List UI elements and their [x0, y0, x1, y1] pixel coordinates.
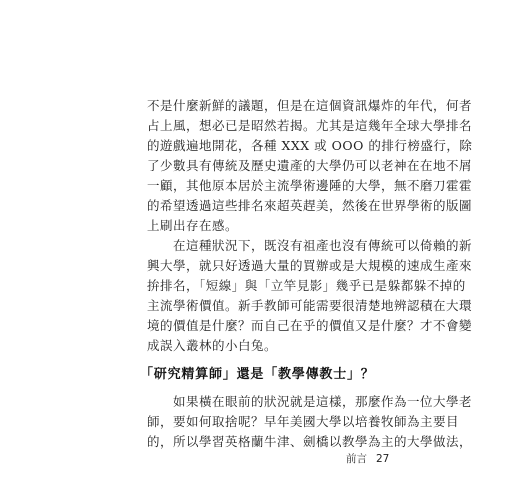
paragraph-line: 一顧，其他原本居於主流學術邊陲的大學，無不磨刀霍霍: [147, 178, 473, 193]
paragraph-line: 主流學術價值。新手教師可能需要很清楚地辨認積在大環: [147, 298, 473, 313]
running-footer-title: 前言: [346, 453, 367, 465]
paragraph-line: 了少數具有傳統及歷史遺產的大學仍可以老神在在地不屑: [147, 158, 473, 173]
page-number: 27: [376, 453, 390, 465]
paragraph-line: 占上風，想必已是昭然若揭。尤其是這幾年全球大學排名: [147, 118, 473, 133]
paragraph-line: 的遊戲遍地開花，各種 XXX 或 OOO 的排行榜盛行，除: [147, 138, 473, 153]
paragraph-line: 的希望透過這些排名來超英趕美，然後在世界學術的版圖: [147, 198, 473, 213]
paragraph-line: 成誤入叢林的小白兔。: [147, 338, 278, 353]
paragraph-line: 不是什麼新鮮的議題，但是在這個資訊爆炸的年代，何者: [147, 98, 473, 113]
paragraph-line: 上刷出存在感。: [147, 218, 239, 233]
paragraph-line: 境的價值是什麼？而自己在乎的價值又是什麼？才不會變: [147, 318, 473, 333]
paragraph-line: 在這種狀況下，既沒有祖產也沒有傳統可以倚賴的新: [147, 238, 473, 253]
paragraph-line: 如果橫在眼前的狀況就是這樣，那麼作為一位大學老: [147, 394, 473, 409]
paragraph-line: 拚排名，「短線」與「立竿見影」幾乎已是躲都躲不掉的: [147, 278, 466, 293]
paragraph-line: 興大學，就只好透過大量的買辦或是大規模的速成生產來: [147, 258, 473, 273]
section-heading: 「研究精算師」還是「教學傳教士」？: [140, 367, 375, 382]
paragraph-line: 的，所以學習英格蘭牛津、劍橋以教學為主的大學做法，: [147, 434, 473, 449]
paragraph-line: 師，要如何取捨呢？早年美國大學以培養牧師為主要目: [147, 414, 460, 429]
